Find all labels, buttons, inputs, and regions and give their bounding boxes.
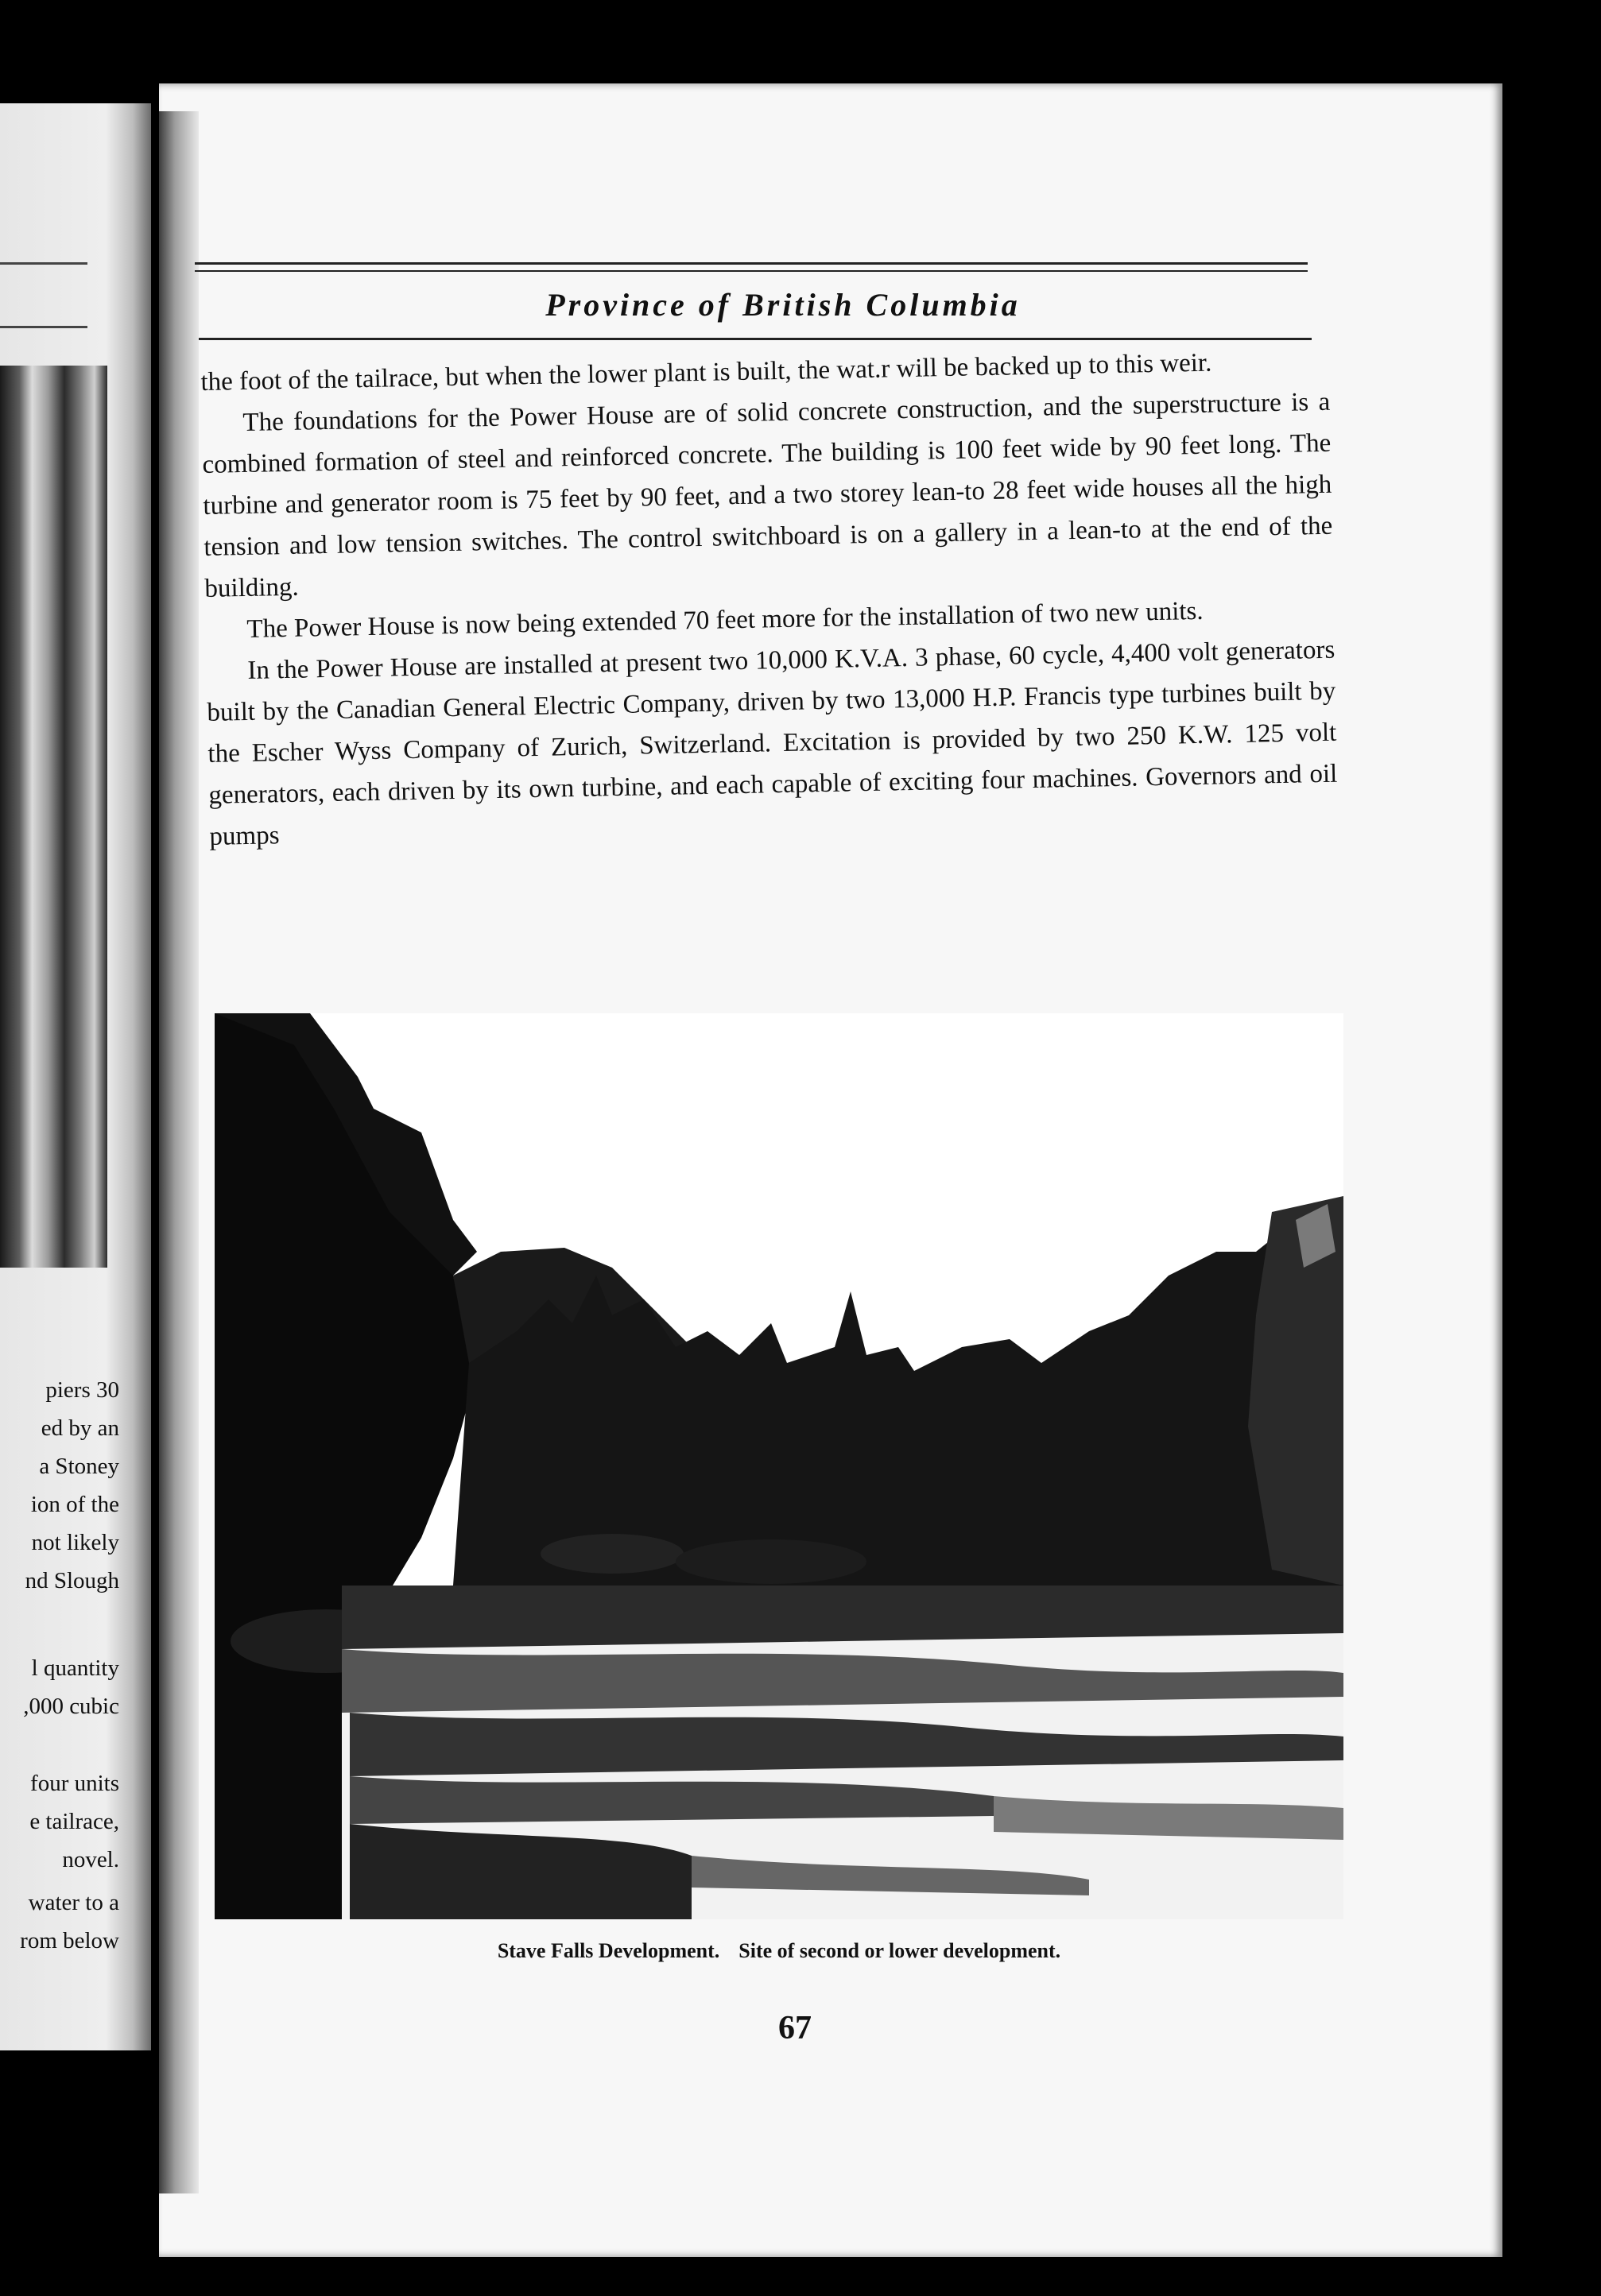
left-line: ion of the: [30, 1492, 119, 1517]
left-line: a Stoney: [39, 1454, 119, 1479]
left-page-photo: [0, 366, 107, 1268]
left-page-text-block: [0, 1884, 119, 1960]
paragraph: In the Power House are installed at present two 10,000 K.V.A. 3 phase, 60 cycle, 4,400 volt generators built by the Canadian General Electric Company, driven by two 13,000 H.P. Francis type turbines built by the Escher Wyss Company of Zurich, Switzerland. Excitation is provided by two 250 K.W. 125 volt generators, each driven by its own turbine, and each capable of exciting four machines. Governors and oil pumps: [207, 635, 1338, 851]
left-line: e tailrace,: [29, 1809, 119, 1834]
left-line: ed by an: [41, 1415, 119, 1441]
paragraph: The foundations for the Power House are of solid concrete construction, and the superstructure is a combined formation of steel and reinforced concrete. The building is 100 feet wide by 90 feet long. The turbine and generator room is 75 feet by 90 feet, and a two storey lean-to 28 feet wide houses all the high tension and low tension switches. The control switchboard is on a gallery in a lean-to at the end of the building.: [202, 387, 1333, 603]
left-line: ,000 cubic: [23, 1694, 119, 1719]
left-line: water to a: [28, 1890, 119, 1915]
previous-page-fragment: [0, 103, 151, 2050]
left-line: novel.: [62, 1847, 119, 1872]
photo-caption: [215, 1939, 1343, 1963]
caption-title: Stave Falls Development.: [497, 1939, 720, 1962]
running-head: Province of British Columbia: [545, 287, 1021, 323]
header-rule-bottom: [199, 338, 1312, 340]
page-number: 67: [778, 2010, 812, 2046]
river-photo: [215, 1013, 1343, 1919]
left-page-text-block: [0, 1764, 119, 1879]
page-gutter-shadow: [159, 111, 199, 2193]
river-photo-illustration: [215, 1013, 1343, 1919]
header-rule-top: [195, 262, 1308, 265]
paragraph: the foot of the tailrace, but when the lower plant is built, the wat.r will be backed up to this weir.: [200, 348, 1212, 397]
left-page-text-block: [0, 1649, 119, 1725]
header-rule-top-thin: [195, 270, 1308, 272]
body-text: [200, 340, 1339, 858]
left-line: l quantity: [31, 1655, 119, 1681]
left-line: not likely: [31, 1530, 119, 1555]
left-page-rule: [0, 262, 87, 265]
left-page-text-block: [0, 1371, 119, 1600]
left-line: four units: [30, 1771, 119, 1796]
left-line: piers 30: [45, 1377, 119, 1403]
left-line: rom below: [20, 1928, 119, 1953]
left-page-rule: [0, 326, 87, 328]
caption-description: Site of second or lower development.: [738, 1939, 1061, 1962]
paragraph: The Power House is now being extended 70 feet more for the installation of two new units.: [246, 596, 1204, 644]
left-line: nd Slough: [25, 1568, 119, 1593]
